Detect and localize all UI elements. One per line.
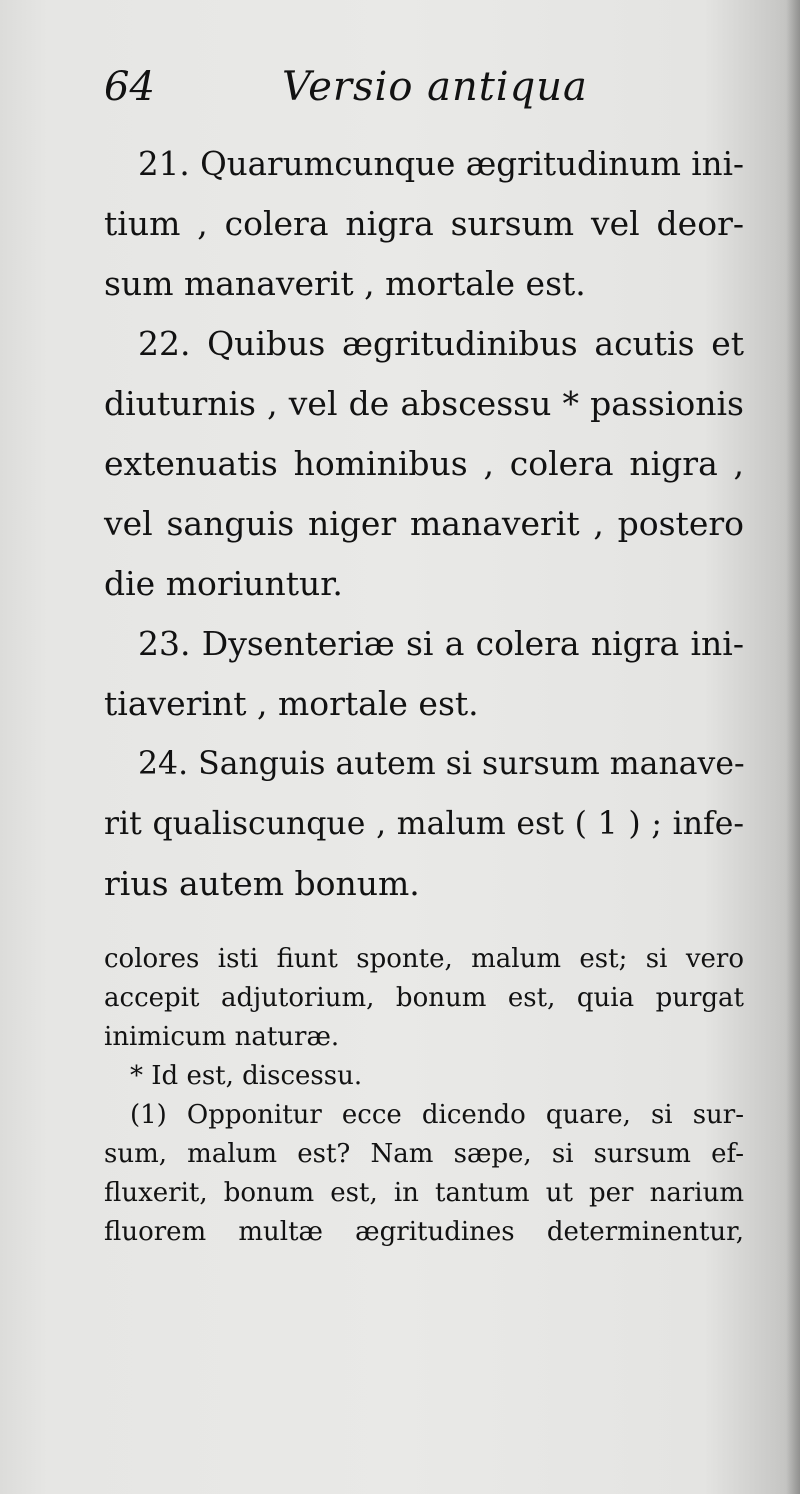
footnote-line: sum, malum est? Nam sæpe, si sursum ef- xyxy=(104,1139,744,1169)
text-line: rit qualiscunque , malum est ( 1 ) ; infe- xyxy=(104,806,744,842)
text-line: extenuatis hominibus , colera nigra , xyxy=(104,444,744,483)
text-line: vel sanguis niger manaverit , postero xyxy=(104,504,744,543)
text-line: rius autem bonum. xyxy=(104,864,420,903)
footnotes xyxy=(104,942,744,1254)
footnote-line: accepit adjutorium, bonum est, quia purgat xyxy=(104,983,744,1013)
text-line: 23. Dysenteriæ si a colera nigra ini- xyxy=(138,624,744,663)
footnote-line: (1) Opponitur ecce dicendo quare, si sur- xyxy=(130,1100,744,1130)
text-line: tium , colera nigra sursum vel deor- xyxy=(104,204,744,243)
text-line: 22. Quibus ægritudinibus acutis et xyxy=(138,324,744,363)
footnote-line: * Id est, discessu. xyxy=(130,1061,363,1091)
footnote-line: fluorem multæ ægritudines determinentur, xyxy=(104,1217,744,1247)
text-line: diuturnis , vel de abscessu * passionis xyxy=(104,384,744,423)
text-line: sum manaverit , mortale est. xyxy=(104,264,586,303)
text-line: die moriuntur. xyxy=(104,564,343,603)
footnote-line: colores isti fiunt sponte, malum est; si vero xyxy=(104,944,744,974)
text-line: 24. Sanguis autem si sursum manave- xyxy=(138,746,745,782)
text-line: 21. Quarumcunque ægritudinum ini- xyxy=(138,145,744,183)
footnote-line: inimicum naturæ. xyxy=(104,1022,340,1052)
running-title: Versio antiqua xyxy=(282,64,588,110)
footnote-line: fluxerit, bonum est, in tantum ut per narium xyxy=(104,1178,744,1208)
page-header xyxy=(104,64,764,124)
text-line: tiaverint , mortale est. xyxy=(104,684,479,723)
main-text xyxy=(104,140,744,920)
page-number: 64 xyxy=(104,64,155,110)
